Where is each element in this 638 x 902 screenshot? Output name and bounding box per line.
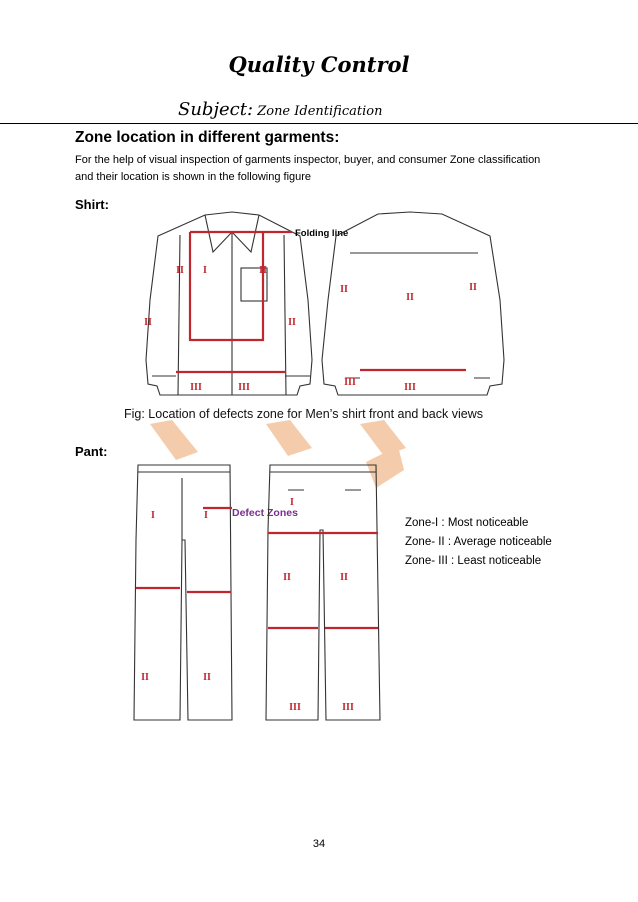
zone-mark: II [141,672,149,683]
zone-mark: III [342,702,354,713]
zone-mark: II [259,265,267,276]
legend-zone-1: Zone-I : Most noticeable [405,517,529,529]
zone-mark: II [144,317,152,328]
zone-mark: II [406,292,414,303]
folding-line-label: Folding line [295,228,349,239]
page-number: 34 [312,838,326,850]
zone-mark: II [288,317,296,328]
defect-zones-label: Defect Zones [232,507,298,519]
zone-mark: III [404,382,416,393]
shirt-figure-caption: Fig: Location of defects zone for Men’s shirt front and back views [124,407,483,421]
zone-mark: II [203,672,211,683]
intro-paragraph: For the help of visual inspection of garments inspector, buyer, and consumer Zone classification and their location is shown in the following figure [75,154,541,183]
zone-mark: I [151,510,155,521]
zone-mark: II [340,284,348,295]
zone-marks [141,265,477,713]
zone-mark: III [289,702,301,713]
subject-value: Zone Identification [257,104,383,119]
pant-back [266,465,380,720]
shirt-front [146,212,312,395]
zone-mark: III [190,382,202,393]
zone-mark: II [340,572,348,583]
legend-zone-3: Zone- III : Least noticeable [405,555,542,567]
smudge-marks [150,420,406,488]
page-title: Quality Control [228,52,410,77]
zone-mark: III [344,377,356,388]
subject-label: Subject: [178,99,254,120]
zone-mark: I [204,510,208,521]
zone-mark: I [203,265,207,276]
section-heading: Zone location in different garments: [75,129,340,146]
zone-mark: II [469,282,477,293]
shirt-label: Shirt: [75,197,109,212]
shirt-back [322,212,504,395]
zone-mark: I [290,497,294,508]
zone-mark: III [238,382,250,393]
zone-mark: II [176,265,184,276]
legend-zone-2: Zone- II : Average noticeable [405,536,552,548]
shirt-front-zone-lines [176,232,292,372]
pant-label: Pant: [75,444,108,459]
zone-mark: II [283,572,291,583]
